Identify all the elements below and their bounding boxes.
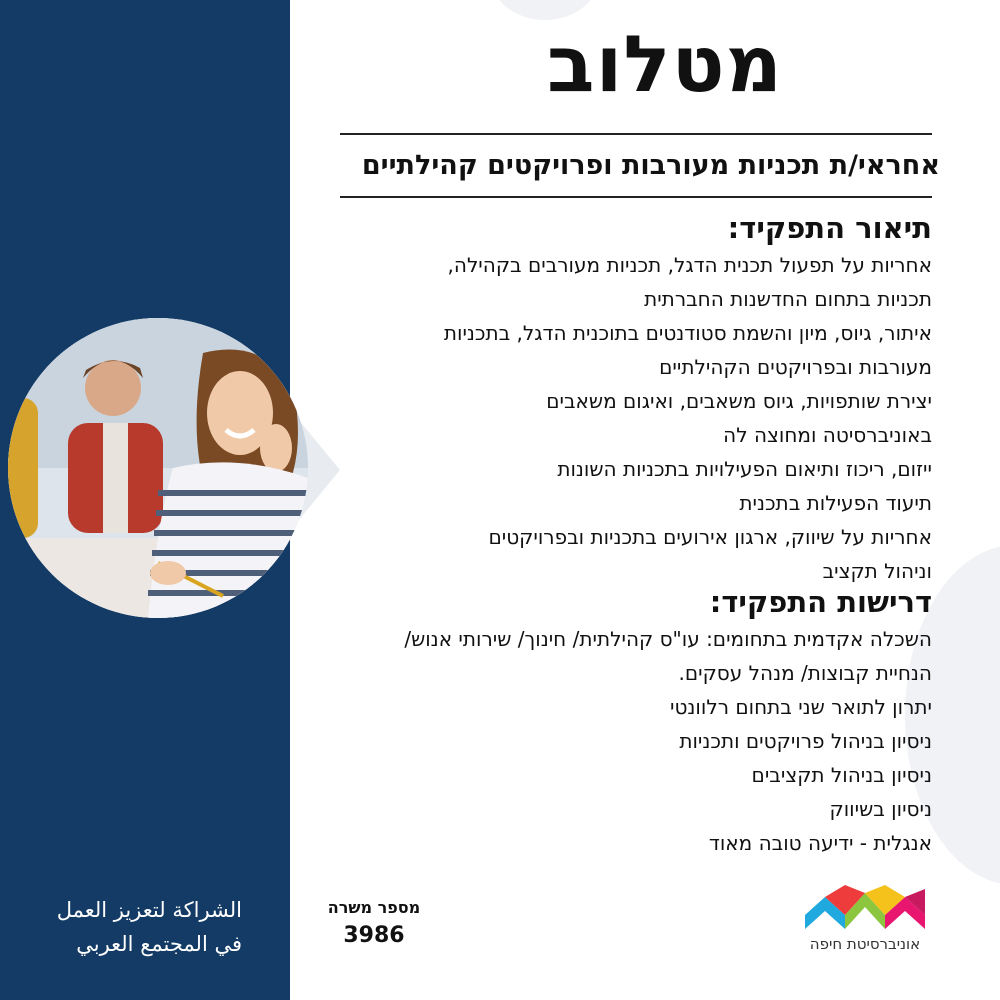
description-line: איתור, גיוס, מיון והשמת סטודנטים בתוכנית הדגל, בתכניות (443, 321, 932, 345)
university-logo (805, 885, 925, 953)
page-title: מטלוב (547, 20, 783, 110)
role-description (292, 208, 932, 588)
university-logo-icon (805, 885, 925, 929)
description-line: יצירת שותפויות, גיוס משאבים, ואיגום משאבים (546, 389, 932, 413)
requirement-line: אנגלית - ידיעה טובה מאוד (708, 831, 932, 855)
role-requirements (292, 582, 932, 860)
university-name: אוניברסיטת חיפה (809, 935, 921, 953)
job-number (318, 898, 430, 948)
students-photo (8, 318, 308, 618)
description-line: אחריות על שיווק, ארגון אירועים בתכניות ובפרויקטים (488, 525, 932, 549)
partner-text (20, 893, 242, 961)
requirement-line: ניסיון בניהול פרויקטים ותכניות (679, 729, 932, 753)
description-line: מעורבות ובפרויקטים הקהילתיים (659, 355, 932, 379)
requirement-line: הנחיית קבוצות/ מנהל עסקים. (678, 661, 932, 685)
requirement-line: השכלה אקדמית בתחומים: עו"ס קהילתית/ חינוך/ שירותי אנוש/ (404, 627, 932, 651)
description-line: וניהול תקציב (822, 559, 932, 583)
requirement-line: ניסיון בשיווק (829, 797, 932, 821)
partner-line: الشراكة لتعزيز العمل (56, 898, 242, 922)
divider-bottom (340, 196, 932, 198)
requirement-line: ניסיון בניהול תקציבים (751, 763, 932, 787)
job-number-value: 3986 (343, 923, 405, 948)
description-line: ייזום, ריכוז ותיאום הפעילויות בתכניות השונות (557, 457, 932, 481)
description-line: באוניברסיטה ומחוצה לה (723, 423, 932, 447)
divider-top (340, 133, 932, 135)
description-heading: תיאור התפקיד: (727, 211, 932, 245)
job-title: אחראי/ת תכניות מעורבות ופרויקטים קהילתיים (361, 150, 940, 181)
background-curve-top (490, 0, 600, 20)
partner-line: في المجتمع العربي (76, 932, 242, 956)
requirements-heading: דרישות התפקיד: (709, 585, 932, 619)
job-number-label: מספר משרה (327, 898, 421, 917)
description-line: תכניות בתחום החדשנות החברתית (644, 287, 932, 311)
description-line: תיעוד הפעילות בתכנית (739, 491, 932, 515)
description-line: אחריות על תפעול תכנית הדגל, תכניות מעורבים בקהילה, (447, 253, 932, 277)
requirement-line: יתרון לתואר שני בתחום רלוונטי (669, 695, 932, 719)
